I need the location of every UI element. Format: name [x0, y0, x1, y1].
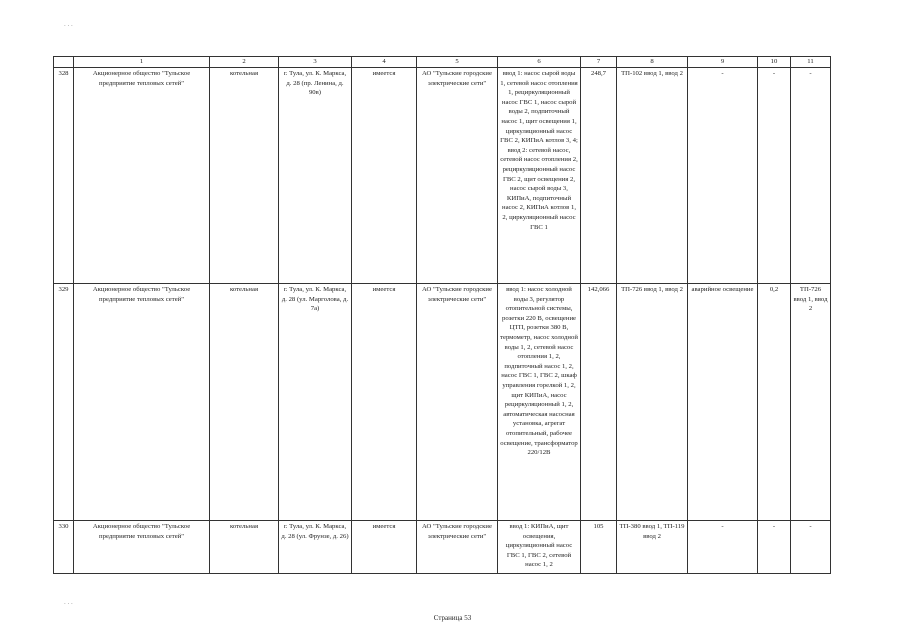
- object-type-cell: котельная: [210, 284, 279, 521]
- equipment-cell: ввод 1: насос сырой воды 1, сетевой насос отопления 1, рециркуляционный насос ГВС 1, насос сырой воды 2, подпиточный насос 1, щит освещения 1, циркуляционный насос ГВС 2, КИПиА котлов 3, 4; ввод 2: сетевой насос, сетевой насос отопления 2, рециркуляционный насос ГВС 2, щит освещения 2, насос сырой воды 3, КИПиА, подпиточный насос 2, КИПиА котлов 1, 2, циркуляционный насос ГВС 1: [498, 68, 581, 284]
- equipment-cell: ввод 1: КИПиА, щит освещения, циркуляционный насос ГВС 1, ГВС 2, сетевой насос 1, 2: [498, 521, 581, 574]
- document-table: [53, 56, 831, 574]
- row-number: 329: [54, 284, 74, 521]
- emergency-substation-cell: -: [791, 68, 831, 284]
- header-cell: 10: [758, 57, 791, 68]
- organization-cell: Акционерное общество "Тульское предприятие тепловых сетей": [74, 284, 210, 521]
- row-number: 328: [54, 68, 74, 284]
- supplier-cell: АО "Тульские городские электрические сети": [417, 68, 498, 284]
- emergency-power-cell: 0,2: [758, 284, 791, 521]
- availability-cell: имеется: [352, 284, 417, 521]
- substation-cell: ТП-102 ввод 1, ввод 2: [617, 68, 688, 284]
- header-row: [54, 57, 831, 68]
- table-row: [54, 68, 831, 284]
- organization-cell: Акционерное общество "Тульское предприятие тепловых сетей": [74, 68, 210, 284]
- object-type-cell: котельная: [210, 521, 279, 574]
- header-cell: 5: [417, 57, 498, 68]
- table-row: [54, 521, 831, 574]
- header-cell: 11: [791, 57, 831, 68]
- substation-cell: ТП-726 ввод 1, ввод 2: [617, 284, 688, 521]
- header-cell: 8: [617, 57, 688, 68]
- power-cell: 105: [581, 521, 617, 574]
- scan-mark: . . .: [64, 20, 73, 28]
- scan-mark: . . .: [64, 598, 73, 606]
- substation-cell: ТП-380 ввод 1, ТП-119 ввод 2: [617, 521, 688, 574]
- organization-cell: Акционерное общество "Тульское предприятие тепловых сетей": [74, 521, 210, 574]
- address-cell: г. Тула, ул. К. Маркса, д. 28 (пр. Ленина, д. 90в): [279, 68, 352, 284]
- header-cell: 9: [688, 57, 758, 68]
- supplier-cell: АО "Тульские городские электрические сети": [417, 521, 498, 574]
- availability-cell: имеется: [352, 521, 417, 574]
- equipment-cell: ввод 1: насос холодной воды 3, регулятор отопительной системы, розетки 220 В, освещение ЦТП, розетки 380 В, термометр, насос холодной воды 1, 2, сетевой насос отопления 1, 2, подпиточный насос 1, 2, насос ГВС 1, ГВС 2, шкаф управления горелкой 1, 2, щит КИПиА, насос рециркуляционный 1, 2, автоматическая насосная установка, агрегат отопительный, рабочее освещение, трансформатор 220/12В: [498, 284, 581, 521]
- header-cell: 1: [74, 57, 210, 68]
- emergency-equipment-cell: аварийное освещение: [688, 284, 758, 521]
- header-cell: 7: [581, 57, 617, 68]
- header-cell: 4: [352, 57, 417, 68]
- header-cell: 3: [279, 57, 352, 68]
- emergency-equipment-cell: -: [688, 68, 758, 284]
- table-row: [54, 284, 831, 521]
- header-cell: 6: [498, 57, 581, 68]
- header-cell: 2: [210, 57, 279, 68]
- emergency-substation-cell: ТП-726 ввод 1, ввод 2: [791, 284, 831, 521]
- emergency-power-cell: -: [758, 68, 791, 284]
- supplier-cell: АО "Тульские городские электрические сети": [417, 284, 498, 521]
- power-cell: 248,7: [581, 68, 617, 284]
- header-cell: [54, 57, 74, 68]
- address-cell: г. Тула, ул. К. Маркса, д. 28 (ул. Марголова, д. 7а): [279, 284, 352, 521]
- object-type-cell: котельная: [210, 68, 279, 284]
- page-number: Страница 53: [433, 614, 472, 622]
- emergency-substation-cell: -: [791, 521, 831, 574]
- availability-cell: имеется: [352, 68, 417, 284]
- emergency-equipment-cell: -: [688, 521, 758, 574]
- address-cell: г. Тула, ул. К. Маркса, д. 28 (ул. Фрунзе, д. 26): [279, 521, 352, 574]
- power-cell: 142,066: [581, 284, 617, 521]
- emergency-power-cell: -: [758, 521, 791, 574]
- row-number: 330: [54, 521, 74, 574]
